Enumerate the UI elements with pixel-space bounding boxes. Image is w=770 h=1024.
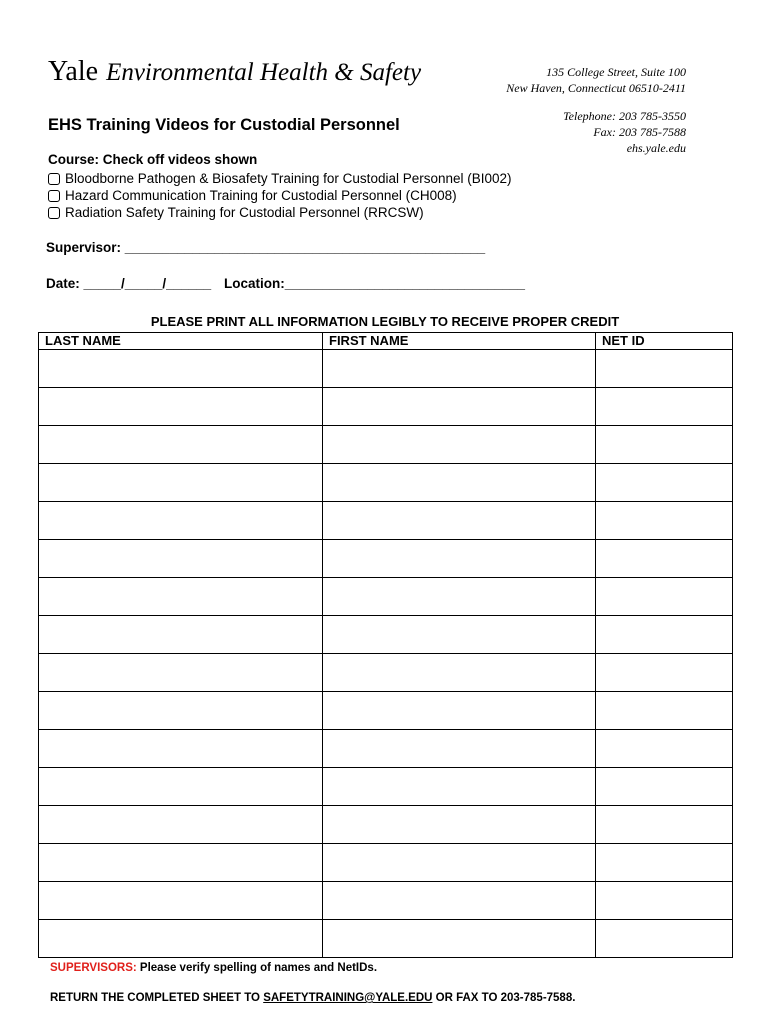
last-name-cell[interactable]: [39, 806, 323, 844]
last-name-cell[interactable]: [39, 578, 323, 616]
net-id-cell[interactable]: [596, 882, 733, 920]
net-id-cell[interactable]: [596, 388, 733, 426]
address-line-1: 135 College Street, Suite 100: [546, 65, 686, 79]
last-name-cell[interactable]: [39, 616, 323, 654]
net-id-cell[interactable]: [596, 806, 733, 844]
ehs-logo: [48, 56, 421, 88]
location-field[interactable]: Location:________________________________: [224, 276, 526, 291]
video-option-3[interactable]: [48, 205, 424, 220]
logo-yale: Yale: [48, 56, 99, 87]
table-row: [39, 350, 733, 388]
last-name-cell[interactable]: [39, 540, 323, 578]
address-block: [506, 64, 686, 96]
last-name-cell[interactable]: [39, 844, 323, 882]
table-row: [39, 616, 733, 654]
net-id-cell[interactable]: [596, 616, 733, 654]
last-name-cell[interactable]: [39, 882, 323, 920]
net-id-cell[interactable]: [596, 464, 733, 502]
first-name-cell[interactable]: [323, 920, 596, 958]
video-option-2[interactable]: [48, 188, 457, 203]
first-name-cell[interactable]: [323, 578, 596, 616]
table-row: [39, 388, 733, 426]
first-name-cell[interactable]: [323, 540, 596, 578]
first-name-cell[interactable]: [323, 730, 596, 768]
table-row: [39, 844, 733, 882]
supervisor-field[interactable]: Supervisor: ________________________________________________: [46, 240, 486, 255]
last-name-cell[interactable]: [39, 350, 323, 388]
last-name-cell[interactable]: [39, 730, 323, 768]
net-id-cell[interactable]: [596, 426, 733, 464]
table-row: [39, 464, 733, 502]
last-name-cell[interactable]: [39, 920, 323, 958]
date-field[interactable]: Date: _____/_____/______: [46, 276, 212, 291]
table-row: [39, 426, 733, 464]
first-name-cell[interactable]: [323, 464, 596, 502]
first-name-cell[interactable]: [323, 768, 596, 806]
first-name-cell[interactable]: [323, 388, 596, 426]
supervisor-note: [50, 962, 377, 974]
fax-text: OR FAX TO 203-785-7588.: [432, 992, 576, 1004]
net-id-cell[interactable]: [596, 654, 733, 692]
page-title: EHS Training Videos for Custodial Personnel: [48, 116, 400, 134]
table-row: [39, 882, 733, 920]
net-id-cell[interactable]: [596, 768, 733, 806]
website: ehs.yale.edu: [626, 141, 686, 155]
table-row: [39, 502, 733, 540]
last-name-cell[interactable]: [39, 654, 323, 692]
net-id-cell[interactable]: [596, 730, 733, 768]
roster-table: [38, 332, 733, 958]
table-header-row: [39, 333, 733, 350]
table-row: [39, 654, 733, 692]
checkbox[interactable]: [48, 173, 60, 185]
column-header-net-id: NET ID: [596, 333, 733, 350]
table-row: [39, 692, 733, 730]
first-name-cell[interactable]: [323, 350, 596, 388]
table-row: [39, 768, 733, 806]
legibility-notice: PLEASE PRINT ALL INFORMATION LEGIBLY TO RECEIVE PROPER CREDIT: [150, 314, 620, 329]
course-label: Course: Check off videos shown: [48, 152, 258, 167]
fax: Fax: 203 785-7588: [593, 125, 686, 139]
address-line-2: New Haven, Connecticut 06510-2411: [506, 81, 686, 95]
return-text: RETURN THE COMPLETED SHEET TO: [50, 992, 264, 1004]
checkbox[interactable]: [48, 190, 60, 202]
table-row: [39, 806, 733, 844]
last-name-cell[interactable]: [39, 768, 323, 806]
roster-body: [39, 350, 733, 958]
net-id-cell[interactable]: [596, 540, 733, 578]
table-row: [39, 920, 733, 958]
contact-block: [563, 108, 686, 156]
video-label: Bloodborne Pathogen & Biosafety Training for Custodial Personnel (BI002): [65, 171, 512, 186]
net-id-cell[interactable]: [596, 578, 733, 616]
net-id-cell[interactable]: [596, 844, 733, 882]
return-email-link[interactable]: SAFETYTRAINING@YALE.EDU: [263, 992, 433, 1004]
last-name-cell[interactable]: [39, 502, 323, 540]
first-name-cell[interactable]: [323, 844, 596, 882]
return-instructions: [50, 992, 575, 1004]
video-label: Hazard Communication Training for Custodial Personnel (CH008): [65, 188, 457, 203]
supervisors-text: Please verify spelling of names and NetIDs.: [136, 962, 378, 974]
last-name-cell[interactable]: [39, 464, 323, 502]
first-name-cell[interactable]: [323, 882, 596, 920]
first-name-cell[interactable]: [323, 654, 596, 692]
video-label: Radiation Safety Training for Custodial Personnel (RRCSW): [65, 205, 424, 220]
last-name-cell[interactable]: [39, 388, 323, 426]
first-name-cell[interactable]: [323, 806, 596, 844]
first-name-cell[interactable]: [323, 616, 596, 654]
table-row: [39, 578, 733, 616]
last-name-cell[interactable]: [39, 692, 323, 730]
net-id-cell[interactable]: [596, 350, 733, 388]
column-header-first-name: FIRST NAME: [323, 333, 596, 350]
video-option-1[interactable]: [48, 171, 512, 186]
net-id-cell[interactable]: [596, 920, 733, 958]
checkbox[interactable]: [48, 207, 60, 219]
net-id-cell[interactable]: [596, 502, 733, 540]
first-name-cell[interactable]: [323, 502, 596, 540]
first-name-cell[interactable]: [323, 426, 596, 464]
telephone: Telephone: 203 785-3550: [563, 109, 686, 123]
supervisors-label: SUPERVISORS:: [50, 962, 137, 974]
logo-department: Environmental Health & Safety: [106, 59, 422, 86]
table-row: [39, 730, 733, 768]
net-id-cell[interactable]: [596, 692, 733, 730]
first-name-cell[interactable]: [323, 692, 596, 730]
table-row: [39, 540, 733, 578]
column-header-last-name: LAST NAME: [39, 333, 323, 350]
last-name-cell[interactable]: [39, 426, 323, 464]
